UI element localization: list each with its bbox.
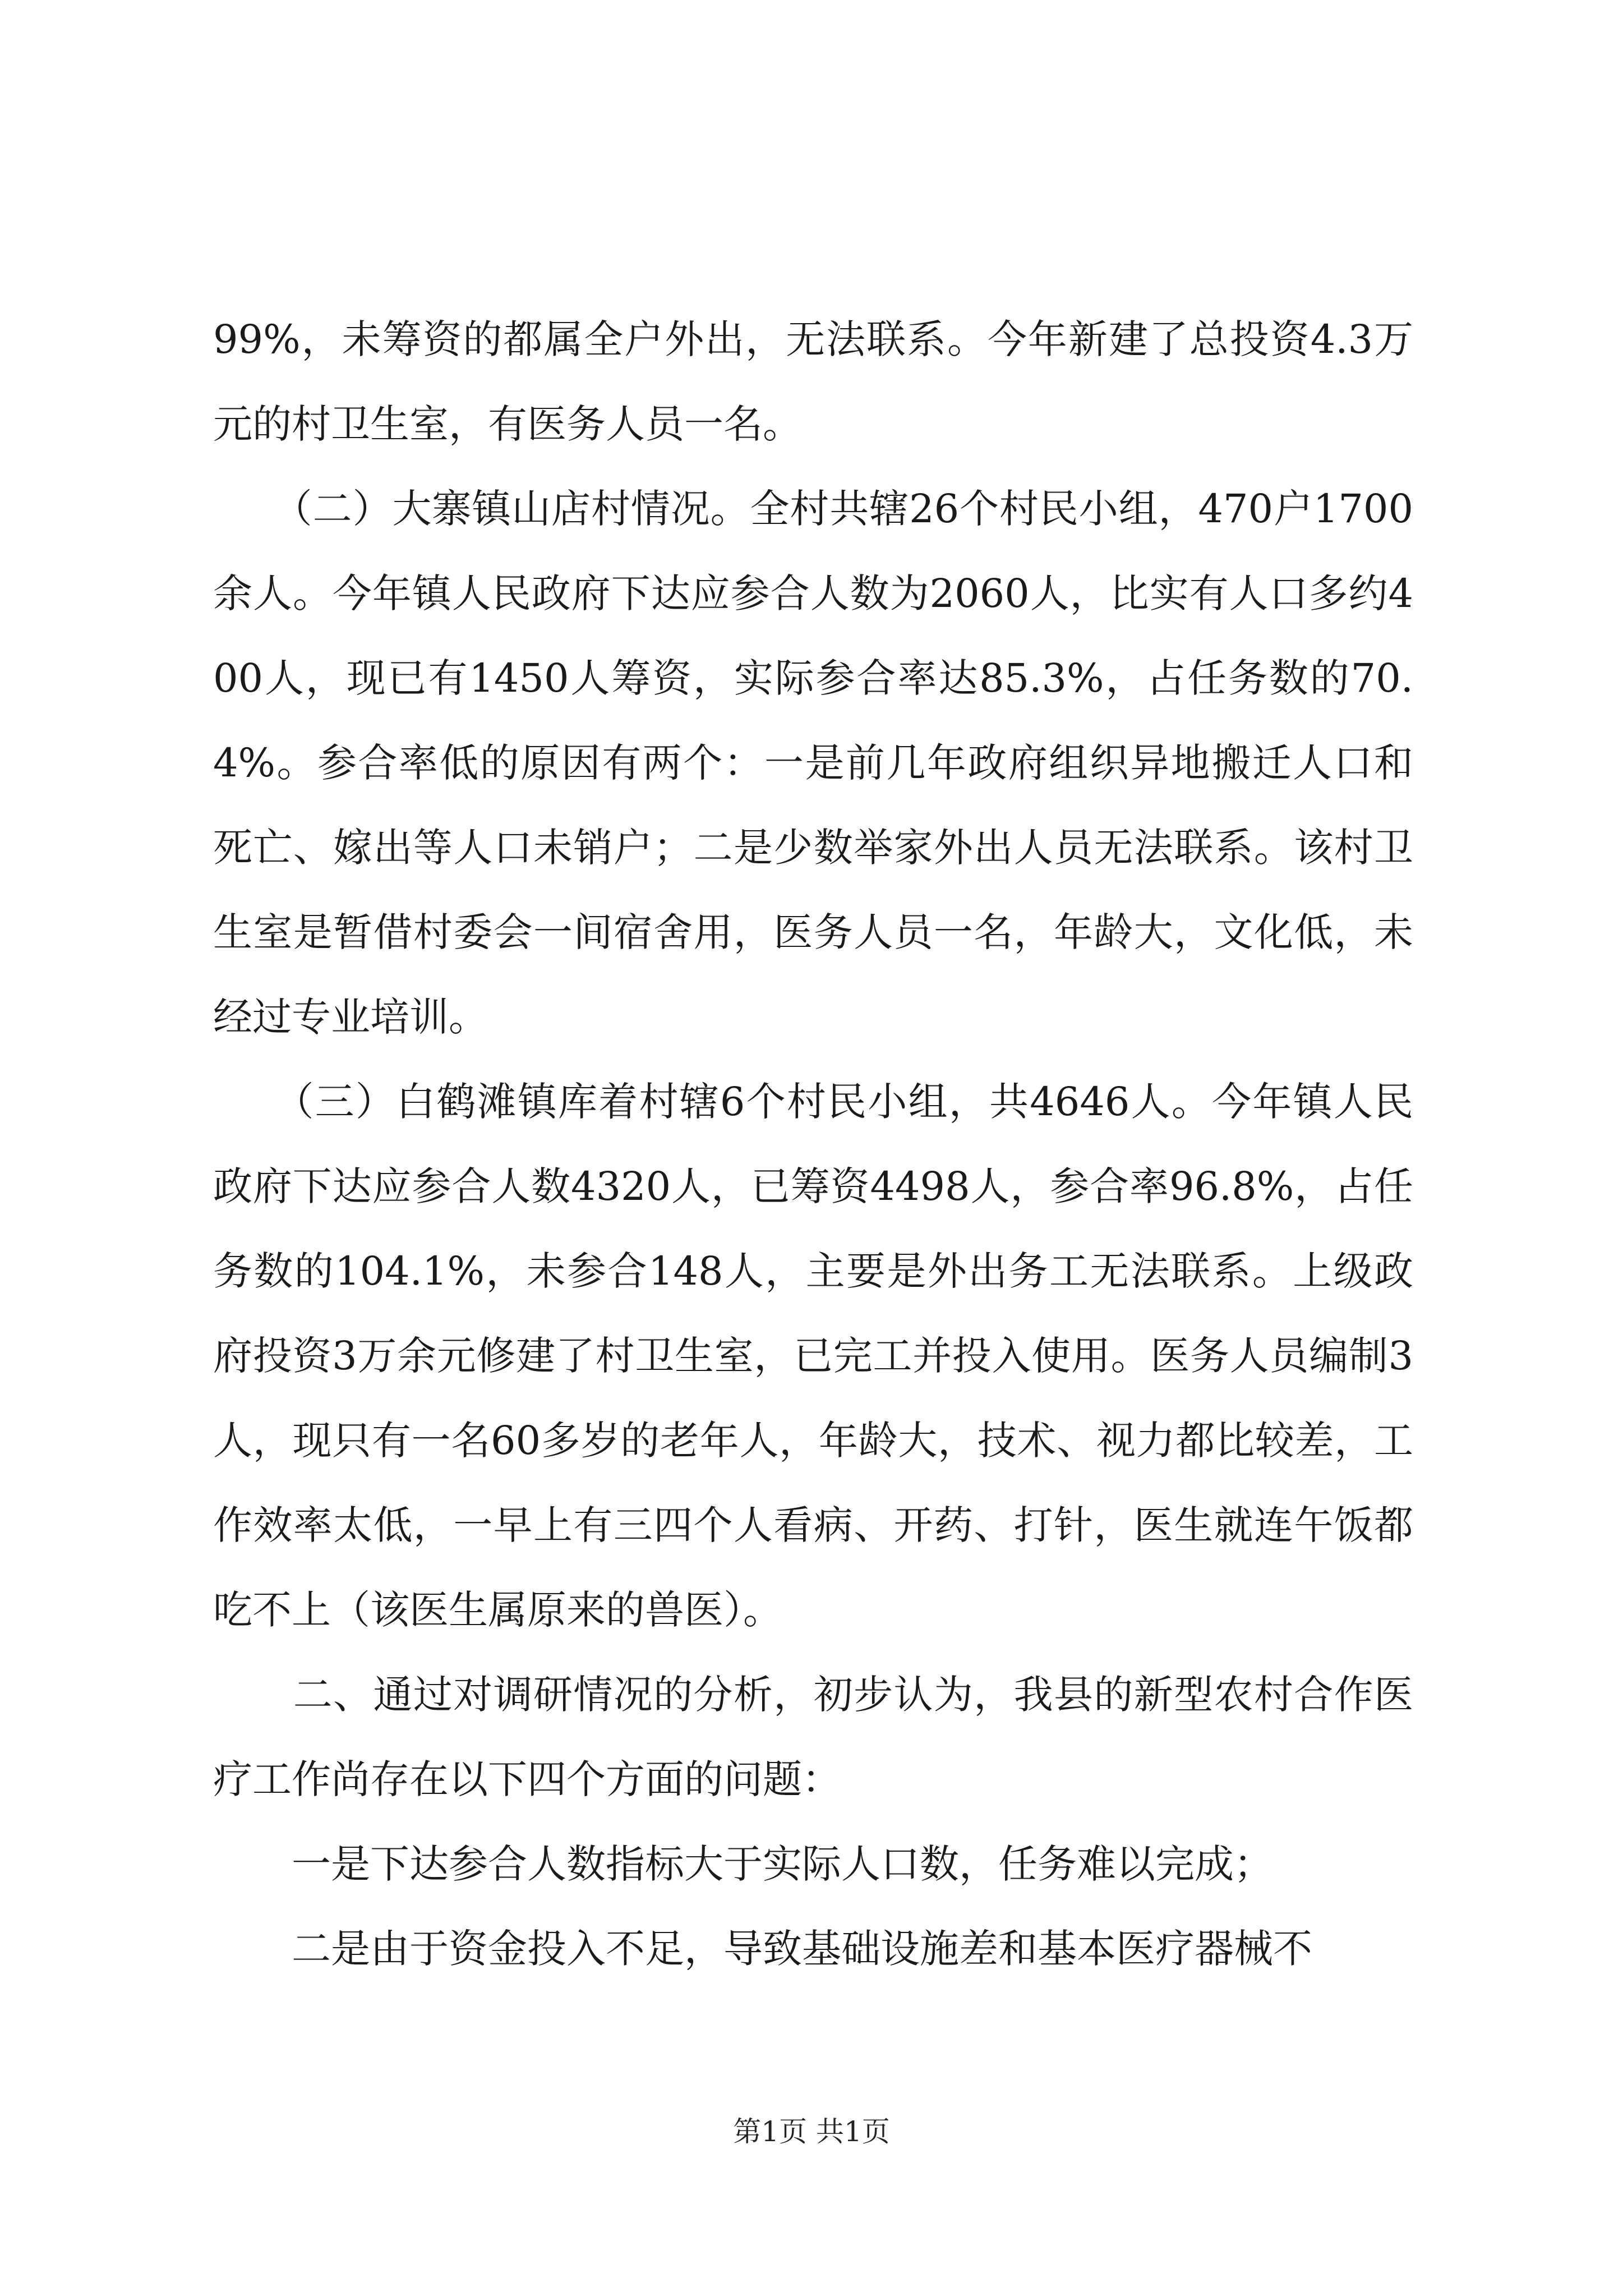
paragraph-baihetan-kuzhe: （三）白鹤滩镇库着村辖6个村民小组，共4646人。今年镇人民政府下达应参合人数4320人，已筹资4498人，参合率96.8%，占任务数的104.1%，未参合148人，主要是外出务工无法联系。上级政府投资3万余元修建了村卫生室，已完工并投入使用。医务人员编制3人，现只有一名60多岁的老年人，年龄大，技术、视力都比较差，工作效率太低，一早上有三四个人看病、开药、打针，医生就连午饭都吃不上（该医生属原来的兽医）。 (213, 1079, 1413, 1633)
paragraph-dazhai-shandian: （二）大寨镇山店村情况。全村共辖26个村民小组，470户1700余人。今年镇人民政府下达应参合人数为2060人，比实有人口多约400人，现已有1450人筹资，实际参合率达85.3%，占任务数的70.4%。参合率低的原因有两个：一是前几年政府组织异地搬迁人口和死亡、嫁出等人口未销户；二是少数举家外出人员无法联系。该村卫生室是暂借村委会一间宿舍用，医务人员一名，年龄大，文化低，未经过专业培训。 (213, 486, 1413, 1040)
paragraph-section-two-intro: 二、通过对调研情况的分析，初步认为，我县的新型农村合作医疗工作尚存在以下四个方面的问题： (213, 1672, 1413, 1802)
paragraph-continuation: 99%，未筹资的都属全户外出，无法联系。今年新建了总投资4.3万元的村卫生室，有医务人员一名。 (213, 316, 1413, 447)
paragraph-problem-two: 二是由于资金投入不足，导致基础设施差和基本医疗器械不 (213, 1926, 1312, 1972)
paragraph-problem-one: 一是下达参合人数指标大于实际人口数，任务难以完成； (213, 1841, 1273, 1887)
page-footer: 第1页 共1页 (733, 2115, 890, 2148)
document-body (213, 297, 1413, 1991)
